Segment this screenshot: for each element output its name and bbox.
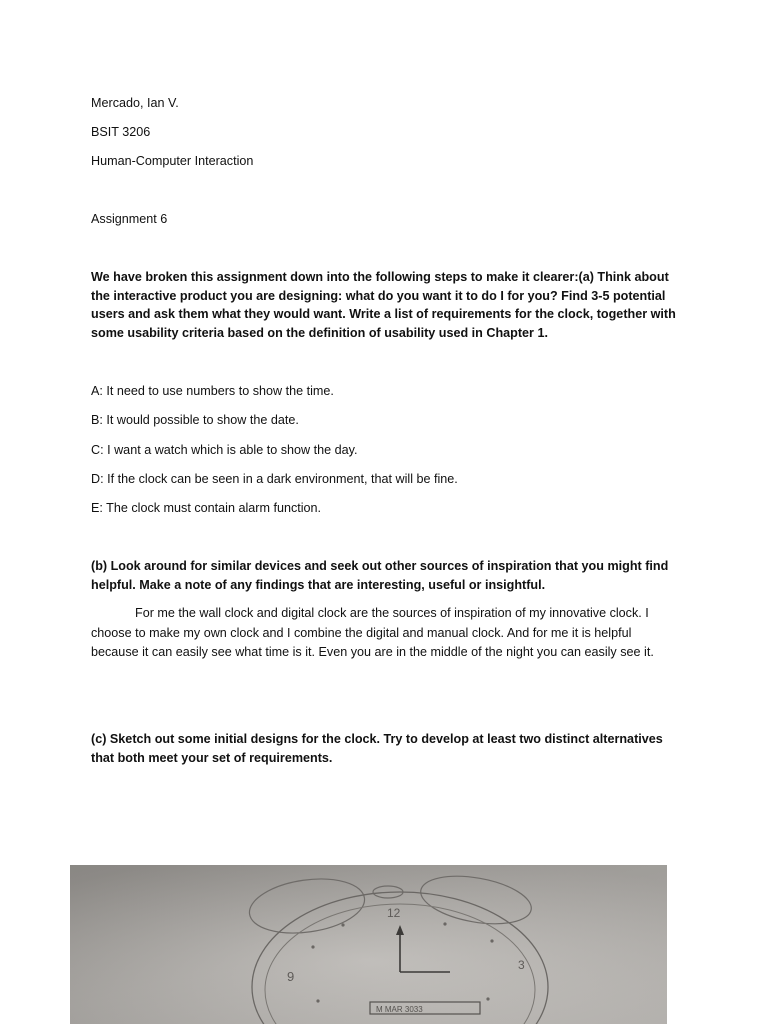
clock-sketch-image	[70, 865, 667, 1024]
tick-dot	[443, 922, 446, 925]
course-title: Human-Computer Interaction	[91, 154, 254, 168]
requirement-b: B: It would possible to show the date.	[91, 413, 299, 427]
clock-sketch-photo	[70, 865, 667, 1024]
requirement-e: E: The clock must contain alarm function.	[91, 501, 322, 515]
clock-number-3: 3	[518, 958, 525, 972]
student-name: Mercado, Ian V.	[91, 96, 179, 110]
tick-dot	[311, 945, 314, 948]
assignment-title: Assignment 6	[91, 212, 168, 226]
tick-dot	[316, 999, 319, 1002]
tick-dot	[341, 923, 344, 926]
requirement-c: C: I want a watch which is able to show the day.	[91, 443, 358, 457]
part-b-prompt	[91, 557, 681, 594]
intro-paragraph: We have broken this assignment down into the following steps to make it clearer:(a) Think about the interactive product you are designing: what do you want it to do I for you? Find 3-5 potential users and ask them what they would want. Write a list of requirements for the clock, together with some usability criteria based on the definition of usability used in Chapter 1.	[91, 270, 676, 340]
requirement-d: D: If the clock can be seen in a dark environment, that will be fine.	[91, 472, 458, 486]
digital-display-text: M MAR 3033	[376, 1005, 423, 1014]
part-c-prompt	[91, 730, 681, 767]
part-c-prompt-text: Sketch out some initial designs for the clock. Try to develop at least two distinct alternatives that both meet your set of requirements.	[91, 732, 663, 765]
paper-shading	[70, 865, 667, 1024]
clock-number-9: 9	[287, 969, 295, 984]
part-c-label: (c)	[91, 732, 107, 746]
part-b-label: (b)	[91, 559, 108, 573]
clock-number-12: 12	[387, 906, 401, 920]
part-b-prompt-text: Look around for similar devices and seek out other sources of inspiration that you might find helpful. Make a note of any findings that are interesting, useful or insightful.	[91, 559, 669, 592]
part-b-answer: For me the wall clock and digital clock are the sources of inspiration of my innovative clock. I choose to make my own clock and I combine the digital and manual clock. And for me it is helpful because it can easily see what time is it. Even you are in the middle of the night you can easily see it.	[91, 606, 654, 659]
student-section: BSIT 3206	[91, 125, 151, 139]
requirement-a: A: It need to use numbers to show the time.	[91, 384, 334, 398]
tick-dot	[490, 939, 493, 942]
tick-dot	[486, 997, 489, 1000]
